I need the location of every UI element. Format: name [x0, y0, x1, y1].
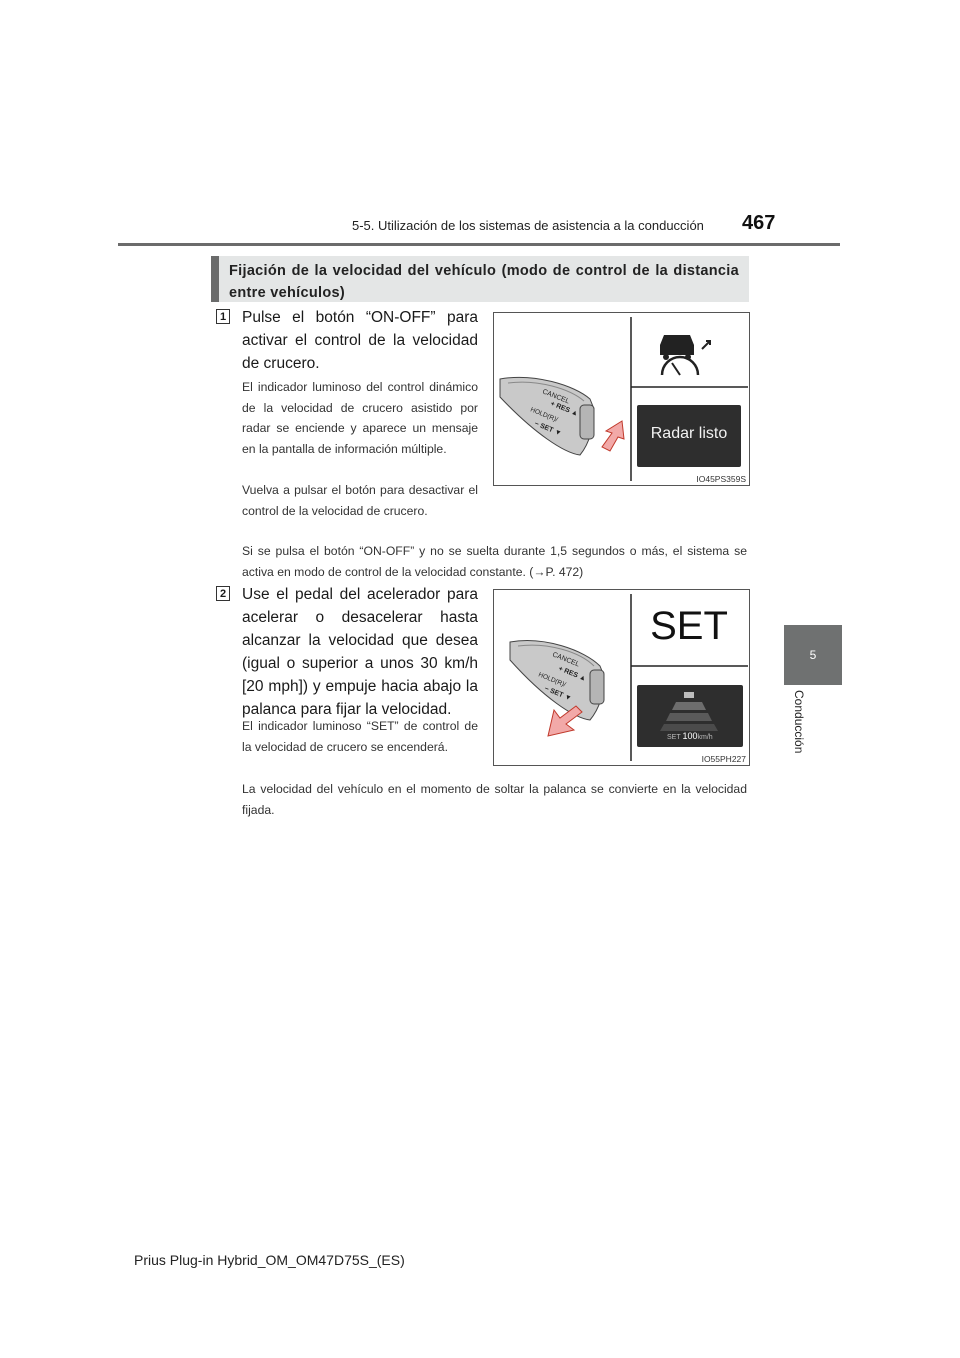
chapter-label: Conducción	[792, 690, 806, 754]
figure-code-1: IO45PS359S	[696, 474, 746, 484]
document-footer: Prius Plug-in Hybrid_OM_OM47D75S_(ES)	[134, 1252, 405, 1268]
radar-cruise-icon	[660, 335, 710, 375]
svg-text:+ RES ▲: + RES ▲	[549, 400, 580, 418]
step-2-instruction: Use el pedal del acelerador para acelerar o desacelerar hasta alcanzar la velocidad que desea (igual o superior a unos 30 km/h [20 mph]) y empuje hacia abajo la palanca para fijar la velocidad.	[242, 586, 478, 718]
lever-onoff-illustration	[494, 313, 749, 485]
svg-text:+ RES ▲: + RES ▲	[557, 665, 588, 683]
header-rule	[118, 243, 840, 246]
display-set-speed	[667, 731, 713, 741]
display-speed-value: 100	[682, 731, 698, 741]
set-indicator-text: SET	[650, 604, 728, 648]
svg-text:HOLD(R)/: HOLD(R)/	[529, 406, 559, 424]
step-number-1: 1	[216, 309, 230, 324]
step-1-wide-note: Si se pulsa el botón “ON-OFF” y no se suelta durante 1,5 segundos o más, el sistema se activa en modo de control de la velocidad constante. (→P. 472)	[242, 544, 747, 579]
display-speed-unit: km/h	[697, 734, 713, 741]
running-header-title: 5-5. Utilización de los sistemas de asistencia a la conducción	[352, 218, 704, 233]
chapter-number: 5	[809, 648, 817, 662]
figure-set-speed	[493, 589, 750, 766]
svg-text:CANCEL: CANCEL	[551, 651, 581, 669]
svg-text:CANCEL: CANCEL	[541, 388, 571, 406]
svg-text:− SET ▼: − SET ▼	[543, 685, 573, 703]
step-2-note-1: El indicador luminoso “SET” de control de la velocidad de crucero se encenderá.	[242, 719, 478, 754]
step-1-note-2: Vuelva a pulsar el botón para desactivar el control de la velocidad de crucero.	[242, 483, 478, 518]
display-radar-ready-text: Radar listo	[650, 425, 728, 442]
step-2-wide-note: La velocidad del vehículo en el momento de soltar la palanca se convierte en la velocidad fijada.	[242, 782, 747, 817]
step-number-2: 2	[216, 586, 230, 601]
svg-text:HOLD(R)/: HOLD(R)/	[537, 671, 567, 689]
step-1-instruction: Pulse el botón “ON-OFF” para activar el control de la velocidad de crucero.	[242, 309, 478, 372]
display-set-label: SET	[667, 734, 681, 741]
page-number: 467	[742, 212, 776, 234]
figure-radar-ready	[493, 312, 750, 486]
step-1-note-1: El indicador luminoso del control dinámico de la velocidad de crucero asistido por radar se enciende y aparece un mensaje en la pantalla de información múltiple.	[242, 380, 478, 456]
figure-code-2: IO55PH227	[701, 754, 746, 764]
section-heading: Fijación de la velocidad del vehículo (modo de control de la distancia entre vehículos)	[211, 256, 749, 302]
chapter-tab	[784, 625, 842, 685]
svg-text:− SET ▼: − SET ▼	[533, 420, 563, 438]
